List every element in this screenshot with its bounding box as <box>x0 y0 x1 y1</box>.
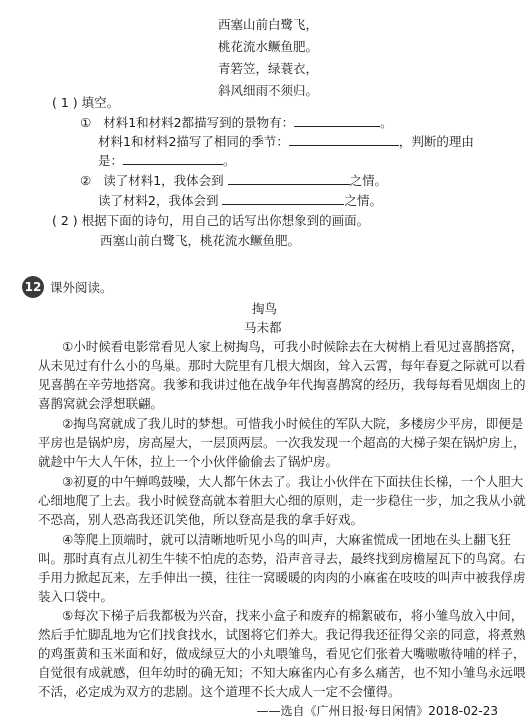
question-1-item-1b: 材料1和材料2描写了相同的季节： ，判断的理由 <box>98 134 474 149</box>
article-paragraph: ②掏鸟窝就成了我儿时的梦想。可惜我小时候住的军队大院，多楼房少平房，即便是 平房也是锅炉房，房高屋大，一层顶两层。一次我发现一个超高的大梯子架在锅炉房上， 就趁中午大人午休，拉上一个小伙伴偷偷去了锅炉房。 <box>38 416 526 469</box>
answer-blank[interactable] <box>294 114 380 127</box>
section-title: 课外阅读。 <box>50 280 113 295</box>
article-paragraph: ③初夏的中午蝉鸣鼓噪，大人都午休去了。我让小伙伴在下面扶住长梯，一个人胆大 心细地爬了上去。我小时候登高就本着胆大心细的原则，走一步稳住一步，加之我从小就 不恐高，别人恐高我还讥笑他，所以登高是我的拿手好戏。 <box>38 474 526 527</box>
question-1-label: ( 1 ) 填空。 <box>52 95 120 110</box>
article-paragraph: ⑤每次下梯子后我都极为兴奋，找来小盒子和废弃的棉絮破布，将小雏鸟放入中间， 然后手忙脚乱地为它们找食找水，试图将它们养大。我记得我还征得父亲的同意，将煮熟 的鸡蛋黄和玉米面和好，做成绿豆大的小丸喂雏鸟，看见它们张着大嘴嗷嗷待哺的样子， 自觉很有成就感，但年幼时的确无知；不知大麻雀内心有多么痛苦，也不知小雏鸟永远喂 不活，必定成为双方的悲剧。这个道理不长大成人一定不会懂得。 <box>38 608 526 699</box>
article-author: 马未都 <box>244 320 282 335</box>
answer-blank[interactable] <box>123 152 223 165</box>
answer-blank[interactable] <box>289 133 399 146</box>
item-number: ② <box>80 173 92 188</box>
article-source: ——选自《广州日报·每日闲情》2018-02-23 <box>256 704 498 718</box>
section-number-badge: 12 <box>22 276 44 298</box>
question-2-poem-line: 西塞山前白鹭飞，桃花流水鳜鱼肥。 <box>100 233 301 248</box>
question-1-item-2a: ② 读了材料1，我体会到 之情。 <box>80 173 388 188</box>
answer-blank[interactable] <box>222 192 344 205</box>
question-1-item-1a: ① 材料1和材料2都描写到的景物有： 。 <box>80 115 393 130</box>
poem-line: 斜风细雨不须归。 <box>218 83 319 98</box>
article-paragraph: ④等爬上顶端时，就可以清晰地听见小鸟的叫声，大麻雀慌成一团地在头上翻飞狂 叫。那时真有点儿初生牛犊不怕虎的态势，沿声音寻去，最终找到房檐屋瓦下的鸟窝。右 手用力掀起瓦来，左手伸出一摸，往往一窝暖暖的肉肉的小麻雀在吱吱的叫声中被我俘虏 装入口袋中。 <box>38 532 526 604</box>
question-1-item-1c: 是： 。 <box>98 153 236 168</box>
question-2-label: ( 2 ) 根据下面的诗句，用自己的话写出你想象到的画面。 <box>52 213 370 228</box>
answer-blank[interactable] <box>228 172 350 185</box>
item-number: ① <box>80 115 92 130</box>
poem-line: 青箬笠，绿蓑衣， <box>218 61 319 76</box>
poem-line: 西塞山前白鹭飞， <box>218 17 319 32</box>
poem-block <box>218 16 318 100</box>
article-title: 掏鸟 <box>252 301 278 316</box>
poem-line: 桃花流水鳜鱼肥。 <box>218 39 319 54</box>
question-1-item-2b: 读了材料2，我体会到 之情。 <box>98 193 382 208</box>
article-paragraph: ①小时候看电影常看见人家上树掏鸟，可我小时候除去在大树梢上看见过喜鹊搭窝， 从未见过有什么小的鸟巢。那时大院里有几根大烟囱，耸入云霄，每年春夏之际就可以看 见喜鹊在辛劳地搭窝。我爹和我讲过他在战争年代掏喜鹊窝的经历，我每每看见烟囱上的 喜鹊窝就会浮想联翩。 <box>38 339 526 411</box>
